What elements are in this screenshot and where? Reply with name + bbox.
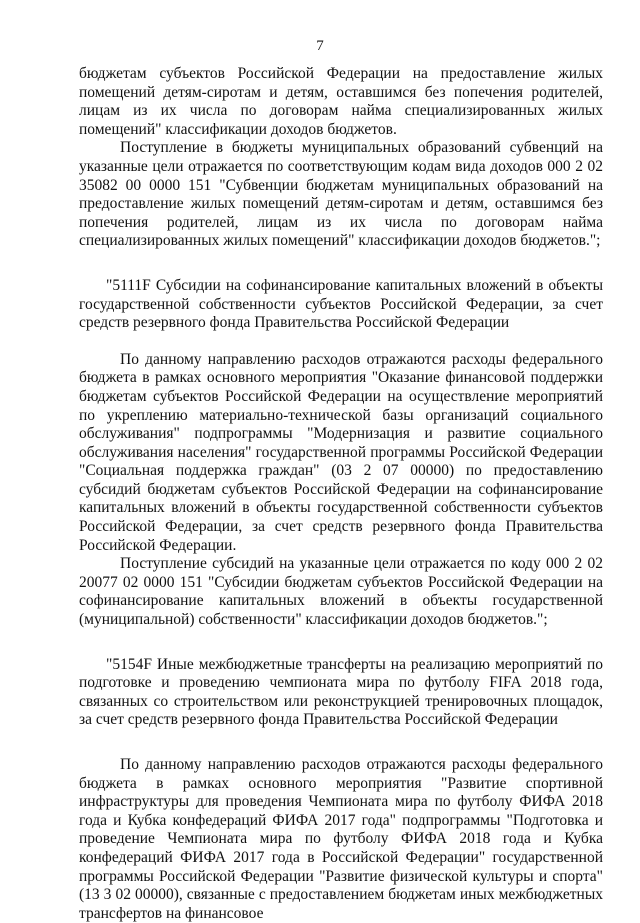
page-number: 7 <box>316 38 324 54</box>
paragraph-5111f-receipt: Поступление субсидий на указанные цели отражается по коду 000 2 02 20077 02 0000 151 "Субсидии бюджетам субъектов Российской Федерации на софинансирование капитальных вложений в объекты государственной (муниципальной) собственности" классификации доходов бюджетов."; <box>79 555 603 629</box>
spacer <box>79 630 603 656</box>
paragraph-subvention-receipt: Поступление в бюджеты муниципальных образований субвенций на указанные цели отражается по соответствующим кодам вида доходов 000 2 02 35082 00 0000 151 "Субвенции бюджетам муниципальных образований на предоставление жилых помещений детям-сиротам и детям, оставшимся без попечения родителей, лицам из их числа по договорам найма специализированных жилых помещений" классификации доходов бюджетов."; <box>79 139 603 250</box>
spacer <box>79 251 603 277</box>
document-body <box>79 65 603 923</box>
section-heading-5111f: "5111F Субсидии на софинансирование капитальных вложений в объекты государственной собственности субъектов Российской Федерации, за счет средств резервного фонда Правительства Российской Федерации <box>79 276 603 332</box>
paragraph-continuation: бюджетам субъектов Российской Федерации на предоставление жилых помещений детям-сиротам и детям, оставшимся без попечения родителей, лицам из их числа по договорам найма специализированных жилых помещений" классификации доходов бюджетов. <box>79 65 603 138</box>
spacer <box>79 333 603 351</box>
paragraph-5111f-expenses: По данному направлению расходов отражаются расходы федерального бюджета в рамках основного мероприятия "Оказание финансовой поддержки бюджетам субъектов Российской Федерации на осуществление мероприятий по укреплению материально-технической базы организаций социального обслуживания" подпрограммы "Модернизация и развитие социального обслуживания населения" государственной программы Российской Федерации "Социальная поддержка граждан" (03 2 07 00000) по предоставлению субсидий бюджетам субъектов Российской Федерации на софинансирование капитальных вложений в объекты государственной собственности субъектов Российской Федерации, за счет средств резервного фонда Правительства Российской Федерации. <box>79 350 603 554</box>
spacer <box>79 730 603 756</box>
paragraph-5154f-expenses: По данному направлению расходов отражаются расходы федерального бюджета в рамках основного мероприятия "Развитие спортивной инфраструктуры для проведения Чемпионата мира по футболу ФИФА 2018 года и Кубка конфедераций ФИФА 2017 года" подпрограммы "Подготовка и проведение Чемпионата мира по футболу ФИФА 2018 года и Кубка конфедераций ФИФА 2017 года в Российской Федерации" государственной программы Российской Федерации "Развитие физической культуры и спорта" (13 3 02 00000), связанные с предоставлением бюджетам иных межбюджетных трансфертов на финансовое <box>79 756 603 922</box>
section-heading-5154f: "5154F Иные межбюджетные трансферты на реализацию мероприятий по подготовке и проведению чемпионата мира по футболу FIFA 2018 года, связанных со строительством или реконструкцией тренировочных площадок, за счет средств резервного фонда Правительства Российской Федерации <box>79 655 603 729</box>
